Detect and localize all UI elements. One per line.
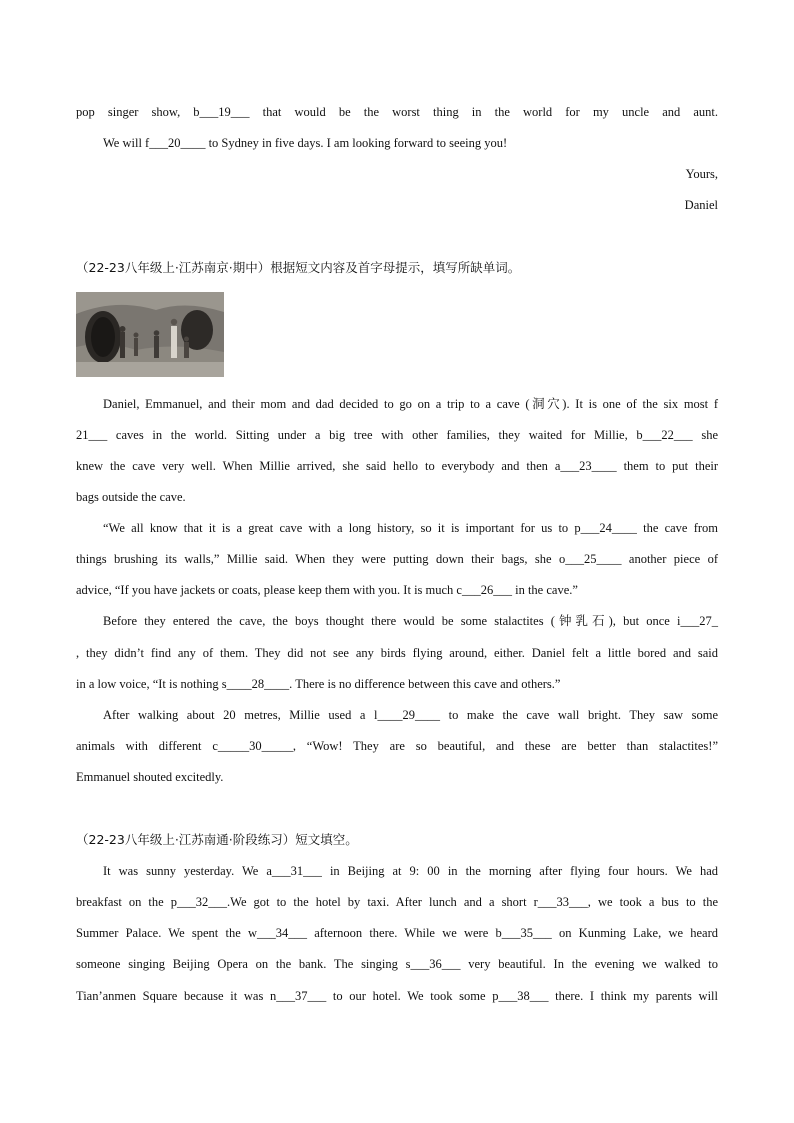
letter-closing: Yours, [685,167,718,181]
section3-line-4: someone singing Beijing Opera on the bank. The singing s___36___ very beautiful. In the evening we walked to [76,957,718,971]
letter-line-2: We will f___20____ to Sydney in five days. I am looking forward to seeing you! [103,136,508,150]
section2-line-8: Before they entered the cave, the boys thought there would be some stalactites (钟乳石), but once i___27_ [103,614,718,628]
section2-line-6: things brushing its walls,” Millie said. When they were putting down their bags, she o___25____ another piece of [76,552,718,566]
section3-line-2: breakfast on the p___32___.We got to the hotel by taxi. After lunch and a short r___33___, we took a bus to the [76,895,718,909]
letter-line-1: pop singer show, b___19___ that would be the worst thing in the world for my uncle and aunt. [76,105,718,119]
section2-line-10: in a low voice, “It is nothing s____28____. There is no difference between this cave and others.” [76,677,561,691]
section3-heading: （22-23八年级上·江苏南通·阶段练习）短文填空。 [76,832,358,847]
section2-heading: （22-23八年级上·江苏南京·期中）根据短文内容及首字母提示，填写所缺单词。 [76,260,521,275]
section2-line-11: After walking about 20 metres, Millie used a l____29____ to make the cave wall bright. They saw some [103,708,718,722]
section3-line-3: Summer Palace. We spent the w___34___ afternoon there. While we were b___35___ on Kunming Lake, we heard [76,926,718,940]
section2-line-9: , they didn’t find any of them. They did not see any birds flying around, either. Daniel felt a little bored and said [76,646,718,660]
section2-line-3: knew the cave very well. When Millie arrived, she said hello to everybody and then a___23____ them to put their [76,459,718,473]
letter-signature: Daniel [684,198,718,212]
section2-line-12: animals with different c_____30_____, “Wow! They are so beautiful, and these are better than stalactites!” [76,739,718,753]
section2-line-2: 21___ caves in the world. Sitting under a big tree with other families, they waited for Millie, b___22___ she [76,428,718,442]
section2-line-5: “We all know that it is a great cave with a long history, so it is important for us to p___24____ the cave from [103,521,718,535]
section2-line-1: Daniel, Emmanuel, and their mom and dad decided to go on a trip to a cave (洞穴). It is one of the six most f [103,397,718,411]
section2-line-13: Emmanuel shouted excitedly. [76,770,224,784]
cave-photo [76,292,224,377]
section2-line-7: advice, “If you have jackets or coats, please keep them with you. It is much c___26___ in the cave.” [76,583,578,597]
section2-line-4: bags outside the cave. [76,490,186,504]
section3-line-1: It was sunny yesterday. We a___31___ in Beijing at 9: 00 in the morning after flying four hours. We had [103,864,718,878]
section3-line-5: Tian’anmen Square because it was n___37___ to our hotel. We took some p___38___ there. I think my parents will [76,989,718,1003]
